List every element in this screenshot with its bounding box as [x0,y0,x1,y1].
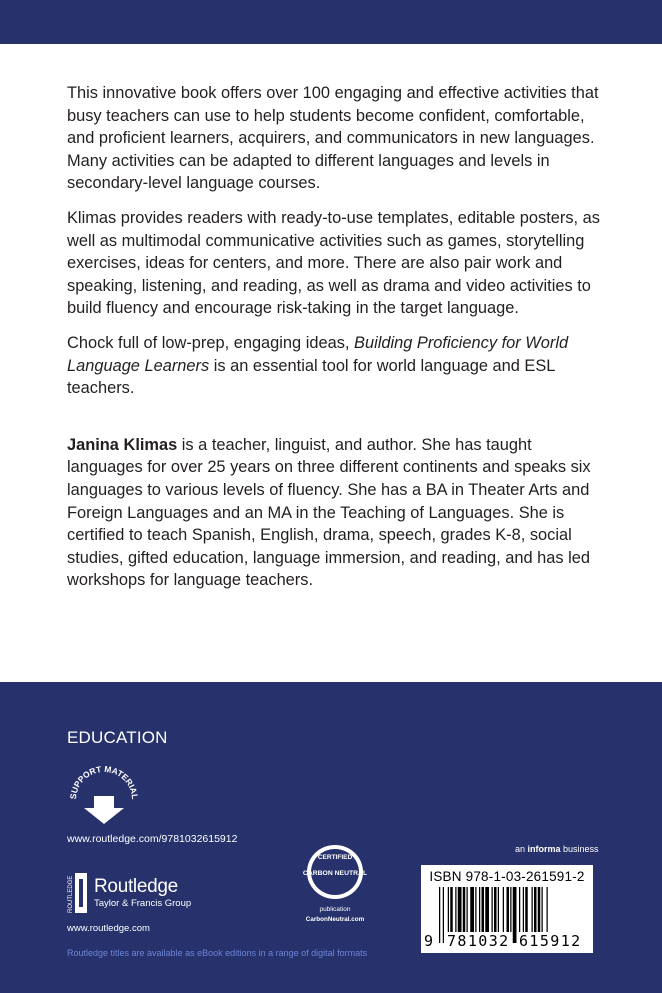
svg-text:SUPPORT MATERIAL [68,766,140,800]
barcode-digit-lead: 9 [424,932,434,950]
barcode-digit-group-1: 781032 [447,932,510,950]
carbon-neutral-badge-icon [303,842,367,928]
ebook-note: Routledge titles are available as eBook editions in a range of digital formats [67,948,368,958]
informa-business-tag: an informa business [515,844,599,854]
author-name: Janina Klimas [67,435,178,454]
carbon-publication-label: publication [319,906,351,913]
isbn-barcode [421,865,593,953]
barcode-digit-group-2: 615912 [519,932,582,950]
support-material-label: SUPPORT MATERIAL [67,766,141,800]
top-color-band [0,0,662,44]
publisher-group: Taylor & Francis Group [94,898,192,909]
carbon-url-label: CarbonNeutral.com [305,916,365,923]
barcode-bar [439,887,440,943]
description-paragraph-1: This innovative book offers over 100 engaging and effective activities that busy teachers can use to help students become confident, comfortable, and proficient learners, acquirers, and communicators in new languages. Many activities can be adapted to different languages and levels in secondary-level language courses. [67,84,599,193]
subject-category: EDUCATION [67,728,168,747]
publisher-url[interactable]: www.routledge.com [67,923,150,934]
support-url[interactable]: www.routledge.com/9781032615912 [67,833,238,845]
back-cover-text [67,82,607,604]
publisher-name: Routledge [94,876,178,897]
carbon-certified-label: CERTIFIED [317,854,353,861]
description-paragraph-3: Chock full of low-prep, engaging ideas, Building Proficiency for World Language Learners is an essential tool for world language and ESL teachers. [67,333,569,398]
barcode-bar [513,887,517,943]
routledge-logo [66,873,206,913]
carbon-neutral-label: CARBON NEUTRAL [303,870,367,877]
isbn-text: ISBN 978-1-03-261591-2 [429,869,585,884]
description-paragraph-2: Klimas provides readers with ready-to-use templates, editable posters, as well as multimodal communicative activities such as games, storytelling exercises, ideas for centers, and more. There are also pair work and speaking, listening, and reading, as well as drama and video activities to build fluency and encourage risk-taking in the target language. [67,208,600,318]
support-material-icon[interactable] [66,766,142,830]
footer-panel [0,682,662,993]
barcode-bar [443,887,444,943]
routledge-vertical-text: ROUTLEDGE [68,875,74,913]
book-title: Building Proficiency for World Language Learners [67,333,569,375]
author-bio: Janina Klimas is a teacher, linguist, and author. She has taught languages for over 25 years on three different continents and speaks six languages to various levels of fluency. She has a BA in Theater Arts and Foreign Languages and an MA in the Teaching of Languages. She is certified to teach Spanish, English, drama, speech, grades K-8, social studies, gifted education, language immersion, and reading, and has led workshops for language teachers. [67,435,591,590]
